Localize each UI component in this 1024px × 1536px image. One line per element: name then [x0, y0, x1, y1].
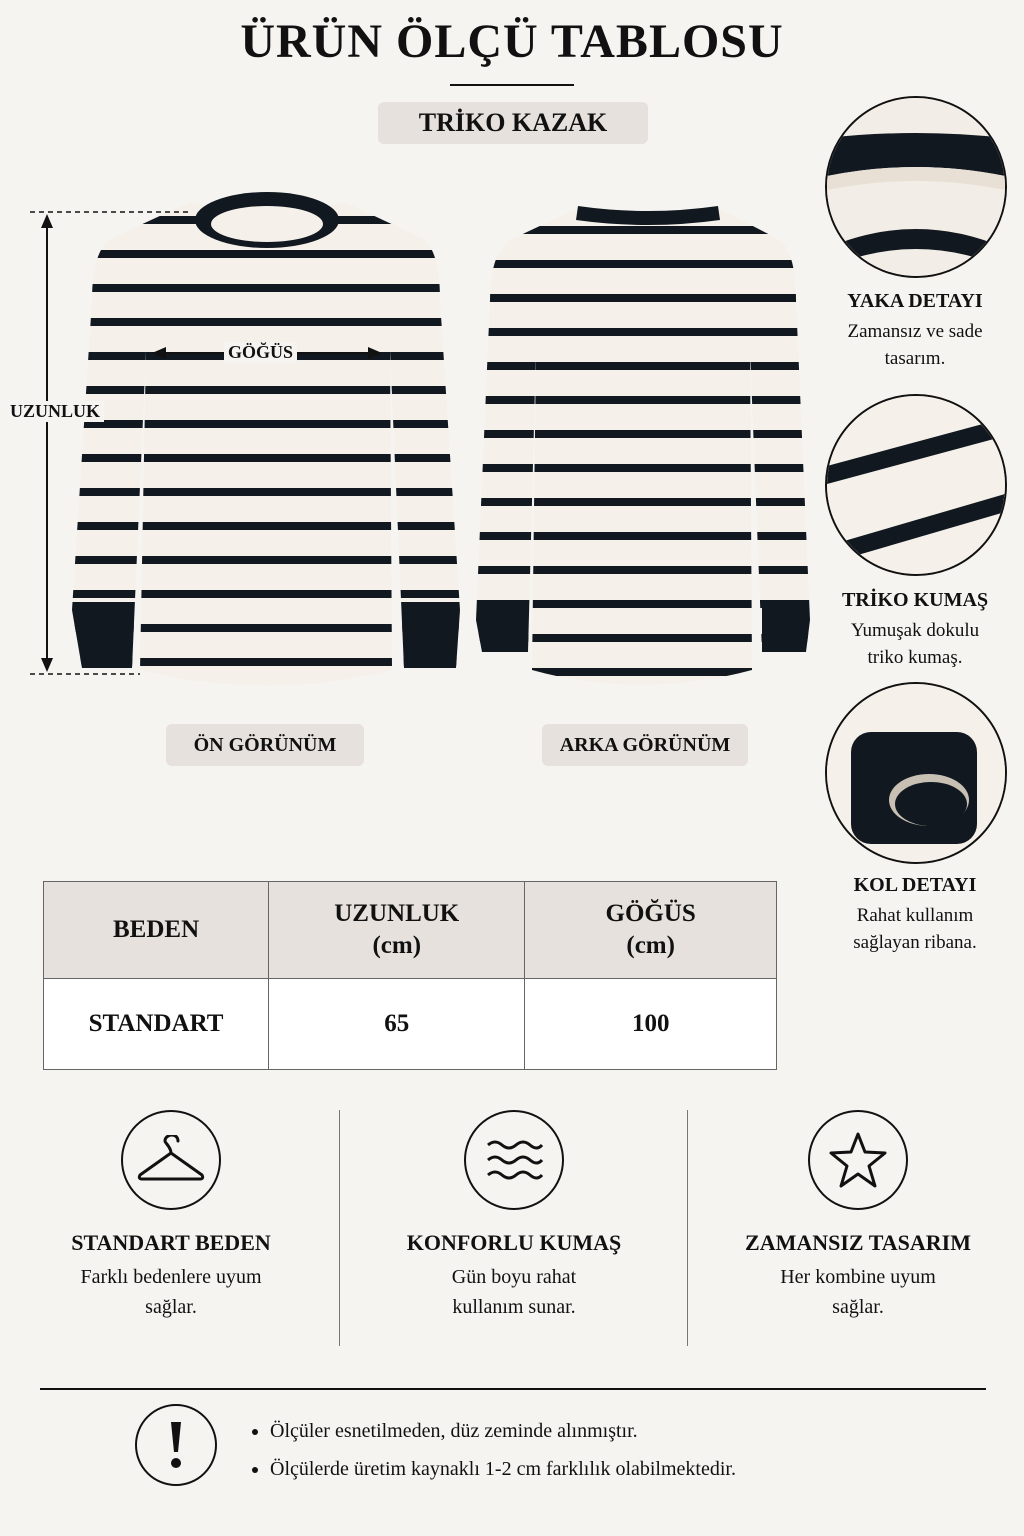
length-label: UZUNLUK [6, 401, 104, 422]
collar-detail-text: Zamansız ve sade tasarım. [847, 321, 983, 369]
header-size: BEDEN [44, 882, 269, 979]
cell-length: 65 [269, 979, 525, 1070]
cell-size: STANDART [44, 979, 269, 1070]
feature-divider [339, 1110, 340, 1346]
waves-icon [464, 1110, 564, 1210]
cell-chest: 100 [525, 979, 777, 1070]
note-item: • Ölçülerde üretim kaynaklı 1-2 cm farklılık olabilmektedir. [270, 1450, 736, 1488]
chest-label: GÖĞÜS [224, 342, 297, 363]
cuff-detail-image [825, 682, 1007, 864]
product-type-badge: TRİKO KAZAK [378, 102, 648, 144]
exclamation-icon [135, 1404, 217, 1486]
size-table [43, 881, 777, 1070]
front-view-label: ÖN GÖRÜNÜM [166, 724, 364, 766]
feature-comfort-fabric: KONFORLU KUMAŞ Gün boyu rahat kullanım sunar. [364, 1110, 664, 1322]
fabric-detail-text: Yumuşak dokulu triko kumaş. [850, 620, 980, 668]
header-chest: GÖĞÜS (cm) [525, 882, 777, 979]
collar-detail-title: YAKA DETAYI [847, 290, 983, 312]
page-title: ÜRÜN ÖLÇÜ TABLOSU [240, 15, 784, 68]
cuff-detail-title: KOL DETAYI [853, 874, 977, 896]
feature-timeless-design: ZAMANSIZ TASARIM Her kombine uyum sağlar. [708, 1110, 1008, 1322]
table-header-row [44, 882, 777, 979]
back-view-label: ARKA GÖRÜNÜM [542, 724, 748, 766]
sweater-back-image [470, 200, 830, 700]
note-item: • Ölçüler esnetilmeden, düz zeminde alınmıştır. [270, 1412, 736, 1450]
star-icon [808, 1110, 908, 1210]
fabric-detail-image [825, 394, 1007, 576]
sweater-front-image [0, 190, 480, 710]
feature-divider [687, 1110, 688, 1346]
table-row [44, 979, 777, 1070]
feature-standard-size: STANDART BEDEN Farklı bedenlere uyum sağlar. [21, 1110, 321, 1322]
notes-list [240, 1412, 736, 1488]
fabric-detail-title: TRİKO KUMAŞ [841, 589, 989, 611]
notes-divider [40, 1388, 986, 1390]
collar-detail-image [825, 96, 1007, 278]
cuff-detail-text: Rahat kullanım sağlayan ribana. [853, 905, 977, 953]
title-divider [450, 84, 574, 86]
header-length: UZUNLUK (cm) [269, 882, 525, 979]
hanger-icon [121, 1110, 221, 1210]
